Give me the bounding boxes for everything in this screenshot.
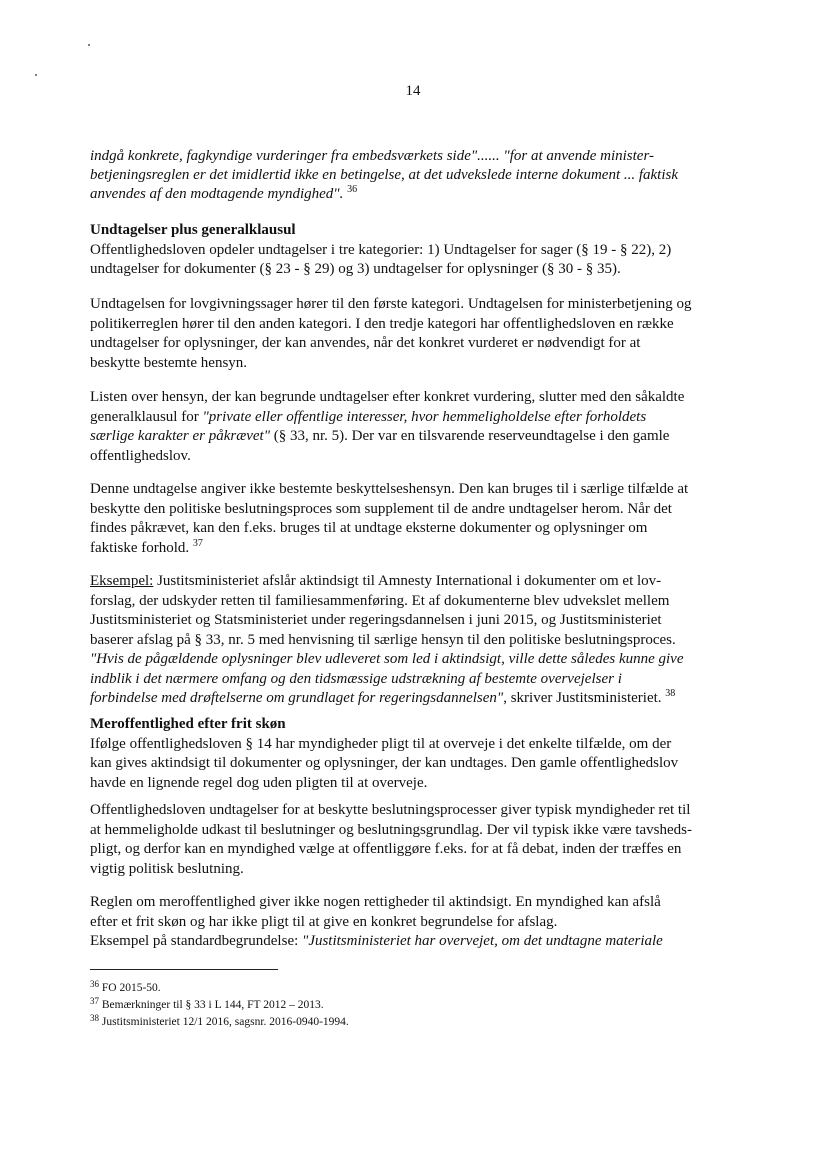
paragraph-line: Listen over hensyn, der kan begrunde undtagelser efter konkret vurdering, slutter med den såkaldte bbox=[90, 389, 685, 405]
paragraph-line: findes påkrævet, kan den f.eks. bruges til at undtage eksterne dokumenter og oplysninger om bbox=[90, 520, 648, 536]
paragraph-line: kan gives aktindsigt til dokumenter og oplysninger, der kan undtages. Den gamle offentlighedslov bbox=[90, 755, 679, 771]
quote-line: indblik i det nærmere omfang og den tidsmæssige udstrækning af bestemte overvejelser i bbox=[90, 670, 622, 687]
example-paragraph bbox=[90, 572, 740, 709]
paragraph bbox=[90, 801, 740, 879]
paragraph bbox=[90, 480, 740, 558]
scan-speck bbox=[88, 44, 90, 46]
paragraph-line: generalklausul for "private eller offentlige interesser, hvor hemmeligholdelse efter forholdets bbox=[90, 408, 647, 425]
footnote: $^{37}$ Bemærkninger til § 33 i L 144, FT 2012 – 2013. bbox=[90, 996, 324, 1011]
paragraph-line: Ifølge offentlighedsloven § 14 har myndigheder pligt til at overveje i det enkelte tilfælde, om der bbox=[90, 735, 672, 752]
footnote-ref[interactable]: 37 bbox=[192, 537, 203, 549]
page-number: 14 bbox=[405, 83, 421, 99]
paragraph-line: Undtagelsen for lovgivningssager hører til den første kategori. Undtagelsen for ministerbetjening og bbox=[90, 296, 692, 312]
footnote-separator bbox=[90, 969, 278, 970]
paragraph-line: undtagelser for dokumenter (§ 23 - § 29) og 3) undtagelser for oplysninger (§ 30 - § 35). bbox=[90, 261, 621, 277]
paragraph-line: Offentlighedsloven undtagelser for at beskytte beslutningsprocesser giver typisk myndigheder ret til bbox=[90, 802, 691, 818]
paragraph bbox=[90, 893, 740, 952]
paragraph-line: baserer afslag på § 33, nr. 5 med henvisning til særlige hensyn til den politiske beslutningsproces. bbox=[90, 631, 676, 648]
paragraph-line: Denne undtagelse angiver ikke bestemte beskyttelseshensyn. Den kan bruges til i særlige tilfælde at bbox=[90, 481, 689, 497]
section-undtagelser bbox=[90, 221, 740, 280]
example-label: Eksempel: bbox=[90, 573, 154, 589]
paragraph-line: Eksempel: Justitsministeriet afslår aktindsigt til Amnesty International i dokumenter om et lov- bbox=[90, 573, 662, 589]
paragraph-line: faktiske forhold. $^{37}$ bbox=[90, 537, 203, 556]
footnote: $^{38}$ Justitsministeriet 12/1 2016, sagsnr. 2016-0940-1994. bbox=[90, 1013, 349, 1028]
paragraph-line: beskytte bestemte hensyn. bbox=[90, 354, 248, 371]
paragraph-line: Justitsministeriet og Statsministeriet under regeringsdannelsen i juni 2015, og Justitsministeriet bbox=[90, 612, 662, 628]
paragraph-line: vigtig politisk beslutning. bbox=[90, 860, 244, 877]
section-heading: Undtagelser plus generalklausul bbox=[90, 222, 296, 238]
section-meroffentlighed bbox=[90, 715, 740, 793]
paragraph-line: at hemmeligholde udkast til beslutninger og beslutningsgrundlag. Der vil typisk ikke være tavsheds- bbox=[90, 821, 692, 838]
quote-line: anvendes af den modtagende myndighed". $^{36}$ bbox=[90, 184, 358, 202]
quote-line: "Hvis de pågældende oplysninger blev udleveret som led i aktindsigt, ville dette således kunne give bbox=[90, 651, 684, 667]
quote-line: betjeningsreglen er det imidlertid ikke en betingelse, at det udvekslede interne dokument ... faktisk bbox=[90, 167, 679, 183]
paragraph-line: offentlighedslov. bbox=[90, 447, 191, 464]
paragraph-line: efter et frit skøn og har ikke pligt til at give en konkret begrundelse for afslag. bbox=[90, 913, 558, 930]
paragraph-line: beskytte den politiske beslutningsproces som supplement til de andre undtagelser herom. Når det bbox=[90, 500, 672, 517]
paragraph-line: Offentlighedsloven opdeler undtagelser i tre kategorier: 1) Undtagelser for sager (§ 19 - § 22), 2) bbox=[90, 241, 672, 258]
paragraph-line: Eksempel på standardbegrundelse: "Justitsministeriet har overvejet, om det undtagne materiale bbox=[90, 933, 663, 949]
paragraph-line: forslag, der udskyder retten til familiesammenføring. Et af dokumenterne blev udvekslet mellem bbox=[90, 592, 670, 609]
quote-line: indgå konkrete, fagkyndige vurderinger fra embedsværkets side"...... "for at anvende minister- bbox=[90, 148, 654, 164]
section-heading: Meroffentlighed efter frit skøn bbox=[90, 716, 286, 732]
footnote-ref[interactable]: 36 bbox=[347, 184, 358, 195]
paragraph-line: pligt, og derfor kan en myndighed vælge at offentliggøre f.eks. for at få debat, inden der træffes en bbox=[90, 841, 682, 857]
footnote-ref[interactable]: 38 bbox=[665, 688, 676, 699]
scan-speck bbox=[35, 74, 37, 76]
paragraph bbox=[90, 295, 740, 373]
paragraph-line: Reglen om meroffentlighed giver ikke nogen rettigheder til aktindsigt. En myndighed kan afslå bbox=[90, 894, 661, 910]
paragraph bbox=[90, 388, 740, 466]
paragraph-line: særlige karakter er påkrævet" (§ 33, nr. 5). Der var en tilsvarende reserveundtagelse i den gamle bbox=[90, 428, 670, 444]
footnote: $^{36}$ FO 2015-50. bbox=[90, 979, 161, 994]
paragraph-line: politikerreglen hører til den anden kategori. I den tredje kategori har offentlighedsloven en række bbox=[90, 315, 674, 332]
paragraph-line: havde en lignende regel dog uden pligten til at overveje. bbox=[90, 774, 428, 791]
paragraph-line: forbindelse med drøftelserne om grundlaget for regeringsdannelsen", skriver Justitsministeriet. $^{38}$ bbox=[90, 688, 676, 706]
quote-continuation bbox=[90, 147, 740, 204]
paragraph-line: undtagelser for oplysninger, der kan anvendes, når det konkret vurderet er nødvendigt for at bbox=[90, 335, 641, 351]
